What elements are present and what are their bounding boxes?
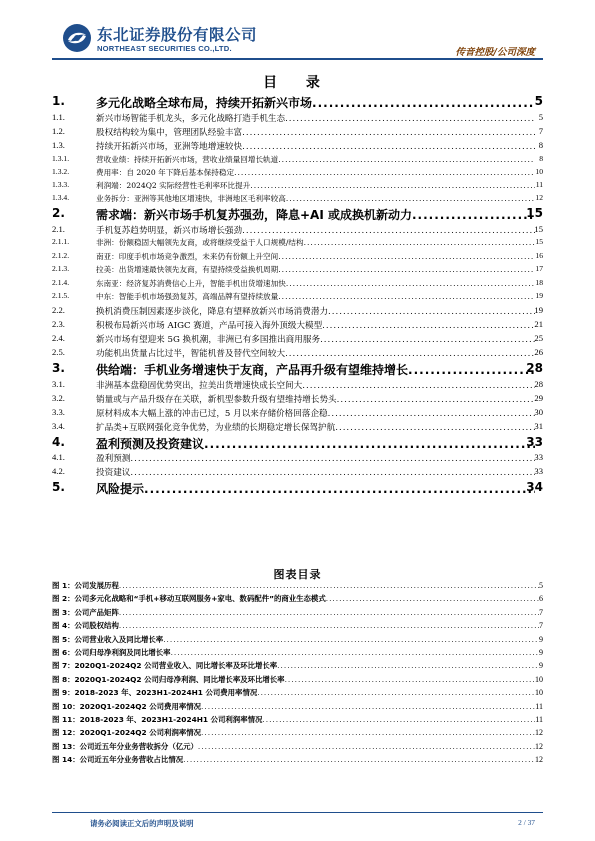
toc-entry-page: 30: [534, 407, 543, 417]
toc-entry-number: 3.2.: [52, 393, 65, 403]
toc-entry-text: 东南亚：经济复苏消费信心上升，智能手机出货增速加快: [96, 279, 286, 288]
dot-leader: [119, 621, 539, 630]
toc-entry-number: 2.1.3.: [52, 264, 70, 273]
dot-leader: [250, 181, 535, 190]
brand-name-cn: 东北证券股份有限公司: [97, 26, 258, 44]
toc-entry-text: 利润端：2024Q2 实际经营性毛利率环比提升: [96, 181, 251, 190]
dot-leader: [130, 454, 535, 464]
toc-entry-number: 3.4.: [52, 421, 65, 431]
dot-leader: [119, 581, 539, 590]
toc-entry-page: 7: [538, 126, 543, 136]
figure-entry-text: 图 5：公司营业收入及同比增长率: [52, 634, 164, 644]
dot-leader: [201, 702, 535, 711]
toc-entry-number: 1.3.4.: [52, 193, 70, 202]
toc-entry-text: 积极布局新兴市场 AIGC 赛道，产品可接入海外顶级大模型: [96, 321, 323, 331]
figure-entry-text: 图 4：公司股权结构: [52, 621, 119, 631]
toc-entry-number: 1.2.: [52, 126, 65, 136]
dot-leader: [286, 279, 535, 288]
figure-entry-text: 图 12：2020Q1-2024Q2 公司利润率情况: [52, 728, 202, 738]
toc-entry-title: [96, 361, 535, 378]
figure-entry-page: 9: [539, 661, 543, 671]
northeast-securities-logo-icon: [62, 23, 92, 53]
toc-entry-number: 2.2.: [52, 305, 65, 315]
toc-entry-title: [96, 206, 535, 223]
toc-entry-title: [96, 167, 535, 178]
header-divider: [52, 58, 543, 60]
dot-leader: [242, 226, 535, 236]
toc-entry-number: 2.3.: [52, 319, 65, 329]
toc-entry-text: 供给端：手机业务增速快于友商，产品再升级有望维持增长: [96, 363, 409, 377]
report-tag: 传音控股/公司深度: [455, 47, 535, 58]
dot-leader: [278, 155, 535, 164]
toc-entry-page: 5: [538, 112, 543, 122]
toc-entry-page: 19: [535, 291, 543, 300]
toc-entry-text: 非洲：份额稳固大幅领先友商，或将继续受益于人口规模/结构: [96, 238, 304, 247]
toc-entry-page: 28: [526, 361, 543, 375]
toc-entry-text: 销量或与产品升级存在关联，新机型参数升级有望维持增长势头: [96, 395, 337, 405]
toc-entry-title: [96, 333, 535, 345]
toc-entry-title: [96, 112, 535, 124]
figure-entry-text: 图 10：2020Q1-2024Q2 公司费用率情况: [52, 701, 202, 711]
figure-entry-page: 12: [535, 741, 543, 751]
dot-leader: [320, 335, 535, 345]
toc-entry-title: [96, 224, 535, 236]
toc-entry-page: 31: [534, 421, 543, 431]
toc-entry-title: [96, 347, 535, 359]
figure-entry[interactable]: [52, 647, 543, 658]
figure-entry-text: 图 9：2018-2023 年、2023H1-2024H1 公司费用率情况: [52, 688, 258, 698]
toc-entry-text: 新兴市场智能手机龙头，多元化战略打造手机生态: [96, 114, 286, 124]
toc-entry-title: [96, 407, 535, 419]
figure-entry-text: 图 14：公司近五年分业务营收占比情况: [52, 755, 184, 765]
dot-leader: [337, 395, 535, 405]
toc-entry-title: [96, 251, 535, 262]
dot-leader: [242, 142, 535, 152]
toc-entry-text: 中东：智能手机市场强劲复苏，高端品牌有望持续放量: [96, 292, 279, 301]
figure-entry-text: 图 7：2020Q1-2024Q2 公司营业收入、同比增长率及环比增长率: [52, 661, 278, 671]
toc-entry-text: 原材料成本大幅上涨的冲击已过，5 月以来存储价格回落企稳: [96, 409, 328, 419]
dot-leader: [242, 128, 535, 138]
footer-disclaimer: 请务必阅读正文后的声明及说明: [90, 819, 194, 828]
figure-entry[interactable]: [52, 580, 543, 591]
toc-entry-title: [96, 435, 535, 452]
toc-entry-text: 拉美：出货增速最快领先友商，有望持续受益换机周期: [96, 265, 279, 274]
figure-entry-text: 图 6：公司归母净利润及同比增长率: [52, 648, 171, 657]
toc-entry-page: 17: [535, 264, 543, 273]
figure-entry-page: 10: [535, 688, 543, 698]
toc-entry-title: [96, 154, 535, 165]
figure-entry[interactable]: [52, 660, 543, 671]
dot-leader: [144, 482, 535, 496]
toc-entry-title: [96, 466, 535, 478]
toc-entry-page: 16: [535, 251, 543, 260]
dot-leader: [278, 252, 535, 261]
toc-entry-page: 15: [526, 206, 543, 220]
toc-entry-text: 持续开拓新兴市场，亚洲等地增速较快: [96, 142, 243, 152]
toc-entry-page: 29: [534, 393, 543, 403]
toc-entry-number: 2.1.: [52, 224, 65, 234]
toc-entry-number: 3.: [52, 361, 65, 375]
toc-entry-number: 3.3.: [52, 407, 65, 417]
dot-leader: [328, 307, 535, 317]
figure-entry[interactable]: [52, 687, 543, 698]
figure-entry[interactable]: [52, 674, 543, 685]
toc-entry-title: [96, 291, 535, 302]
toc-entry-title: [96, 393, 535, 405]
brand-name-en: NORTHEAST SECURITIES CO.,LTD.: [97, 44, 232, 53]
toc-entry-number: 2.1.4.: [52, 278, 70, 287]
toc-entry-text: 多元化战略全球布局，持续开拓新兴市场: [96, 96, 313, 110]
dot-leader: [234, 168, 535, 177]
dot-leader: [171, 648, 539, 657]
dot-leader: [304, 238, 535, 247]
figure-entry-text: 图 3：公司产品矩阵: [52, 607, 119, 617]
dot-leader: [412, 208, 535, 222]
figure-entry-page: 11: [535, 715, 543, 724]
toc-entry-title: [96, 180, 535, 191]
toc-entry-number: 4.2.: [52, 466, 65, 476]
figure-entry-page: 11: [535, 701, 543, 711]
dot-leader: [335, 423, 535, 433]
dot-leader: [201, 728, 535, 737]
dot-leader: [278, 265, 535, 274]
toc-entry-text: 手机复苏趋势明显，新兴市场增长强劲: [96, 226, 243, 236]
toc-entry-number: 2.1.2.: [52, 251, 70, 260]
toc-entry-number: 4.: [52, 435, 65, 449]
toc-entry-number: 5.: [52, 480, 65, 494]
toc-entry-text: 费用率：自 2020 年下降后基本保持稳定: [96, 168, 235, 177]
dot-leader: [286, 194, 535, 203]
figure-entry-text: 图 13：公司近五年分业务营收拆分（亿元）: [52, 741, 198, 751]
dot-leader: [285, 675, 535, 684]
figure-entry-page: 5: [539, 581, 543, 590]
figure-entry-text: 图 1：公司发展历程: [52, 581, 119, 590]
dot-leader: [302, 381, 535, 391]
dot-leader: [204, 437, 535, 451]
dot-leader: [285, 114, 535, 124]
dot-leader: [312, 96, 535, 110]
figure-entry-text: 图 8：2020Q1-2024Q2 公司归母净利润、同比增长率及环比增长率: [52, 674, 285, 684]
toc-entry-title: [96, 94, 535, 111]
toc-entry-page: 25: [534, 333, 543, 343]
dot-leader: [183, 755, 535, 764]
toc-entry-page: 33: [534, 466, 543, 476]
figure-entry-page: 9: [539, 634, 543, 644]
toc-title: 目 录: [263, 75, 332, 91]
toc-entry-title: [96, 452, 535, 464]
toc-entry-page: 18: [535, 278, 543, 287]
toc-entry-number: 3.1.: [52, 379, 65, 389]
toc-entry-text: 营收业绩：持续开拓新兴市场，营收业绩量回增长轨道: [96, 155, 279, 164]
toc-entry-page: 26: [534, 347, 543, 357]
dot-leader: [119, 608, 539, 617]
toc-entry-title: [96, 305, 535, 317]
figure-entry[interactable]: [52, 701, 543, 712]
toc-entry-page: 12: [535, 193, 543, 202]
figure-entry-page: 12: [535, 755, 543, 765]
dot-leader: [328, 409, 535, 419]
dot-leader: [278, 292, 535, 301]
toc-entry-text: 换机消费压制因素逐步淡化，降息有望释放新兴市场消费潜力: [96, 307, 329, 317]
figure-entry[interactable]: [52, 714, 543, 725]
figure-list-title: 图表目录: [273, 568, 322, 581]
toc-entry-number: 1.1.: [52, 112, 65, 122]
toc-entry-page: 8: [539, 154, 543, 163]
figure-entry-page: 7: [539, 621, 543, 631]
toc-entry-text: 股权结构较为集中，管理团队经验丰富: [96, 128, 243, 138]
toc-entry-page: 33: [526, 435, 543, 449]
figure-entry-page: 12: [535, 728, 543, 738]
toc-entry-number: 2.1.5.: [52, 291, 70, 300]
toc-entry-page: 5: [534, 94, 543, 108]
figure-entry[interactable]: [52, 593, 543, 604]
toc-entry-title: [96, 264, 535, 275]
figure-entry[interactable]: [52, 727, 543, 738]
figure-entry[interactable]: [52, 607, 543, 618]
dot-leader: [130, 468, 535, 478]
dot-leader: [322, 321, 535, 331]
toc-entry-page: 19: [534, 305, 543, 315]
toc-entry-page: 21: [534, 319, 543, 329]
figure-entry-text: 图 11：2018-2023 年、2023H1-2024H1 公司利润率情况: [52, 715, 263, 724]
figure-entry[interactable]: [52, 754, 543, 765]
toc-entry-title: [96, 379, 535, 391]
dot-leader: [277, 661, 539, 670]
figure-entry[interactable]: [52, 741, 543, 752]
toc-entry-number: 1.3.2.: [52, 167, 70, 176]
dot-leader: [408, 363, 535, 377]
toc-entry-number: 2.4.: [52, 333, 65, 343]
toc-entry-text: 非洲基本盘稳固优势突出，拉美出货增速快成长空间大: [96, 381, 303, 391]
dot-leader: [198, 742, 535, 751]
toc-entry-number: 2.1.1.: [52, 237, 70, 246]
figure-entry-page: 10: [535, 674, 543, 684]
figure-entry-page: 7: [539, 607, 543, 617]
toc-entry-text: 风险提示: [96, 482, 145, 496]
toc-entry-text: 盈利预测及投资建议: [96, 437, 205, 451]
figure-entry-text: 图 2：公司多元化战略和“手机+移动互联网服务+家电、数码配件”的商业生态模式: [52, 594, 326, 604]
toc-entry-text: 盈利预测: [96, 454, 131, 464]
toc-entry-title: [96, 278, 535, 289]
toc-entry-number: 1.3.: [52, 140, 65, 150]
figure-entry-page: 6: [539, 594, 543, 604]
figure-entry-page: 9: [539, 648, 543, 657]
toc-entry-number: 2.: [52, 206, 65, 220]
toc-entry-text: 业务拆分：亚洲等其他地区增速快，非洲地区毛利率较高: [96, 194, 286, 203]
dot-leader: [285, 349, 535, 359]
toc-entry-title: [96, 193, 535, 204]
toc-entry-text: 扩品类+互联网强化竞争优势，为业绩的长期稳定增长保驾护航: [96, 423, 336, 433]
toc-entry-page: 15: [535, 237, 543, 246]
toc-entry-text: 投资建议: [96, 468, 131, 478]
toc-entry-page: 28: [534, 379, 543, 389]
toc-entry-title: [96, 421, 535, 433]
toc-entry-number: 1.3.3.: [52, 180, 70, 189]
toc-entry-text: 南亚：印度手机市场竞争激烈，未来仍有份额上升空间: [96, 252, 279, 261]
footer-divider: [52, 812, 543, 813]
toc-entry-title: [96, 140, 535, 152]
dot-leader: [163, 635, 539, 644]
toc-entry-title: [96, 126, 535, 138]
page-indicator: 2 / 37: [518, 818, 535, 827]
toc-entry-number: 2.5.: [52, 347, 65, 357]
toc-entry-text: 功能机出货量占比过半，智能机普及替代空间较大: [96, 349, 286, 359]
toc-entry-title: [96, 237, 535, 248]
toc-entry-number: 1.: [52, 94, 65, 108]
toc-entry-title: [96, 319, 535, 331]
toc-entry-text: 需求端：新兴市场手机复苏强劲，降息+AI 或成换机新动力: [96, 208, 412, 222]
toc-entry-text: 新兴市场有望迎来 5G 换机潮，非洲已有多国推出商用服务: [96, 335, 321, 345]
toc-entry-page: 8: [538, 140, 543, 150]
figure-entry[interactable]: [52, 620, 543, 631]
toc-entry-page: 34: [526, 480, 543, 494]
dot-leader: [326, 594, 539, 603]
dot-leader: [257, 688, 535, 697]
dot-leader: [262, 715, 535, 724]
figure-entry[interactable]: [52, 634, 543, 645]
toc-entry-title: [96, 480, 535, 497]
toc-entry-number: 4.1.: [52, 452, 65, 462]
toc-entry-page: 10: [535, 167, 543, 176]
toc-entry-number: 1.3.1.: [52, 154, 70, 163]
toc-entry-page: 11: [535, 180, 543, 189]
toc-entry-page: 33: [534, 452, 543, 462]
toc-entry-page: 15: [534, 224, 543, 234]
